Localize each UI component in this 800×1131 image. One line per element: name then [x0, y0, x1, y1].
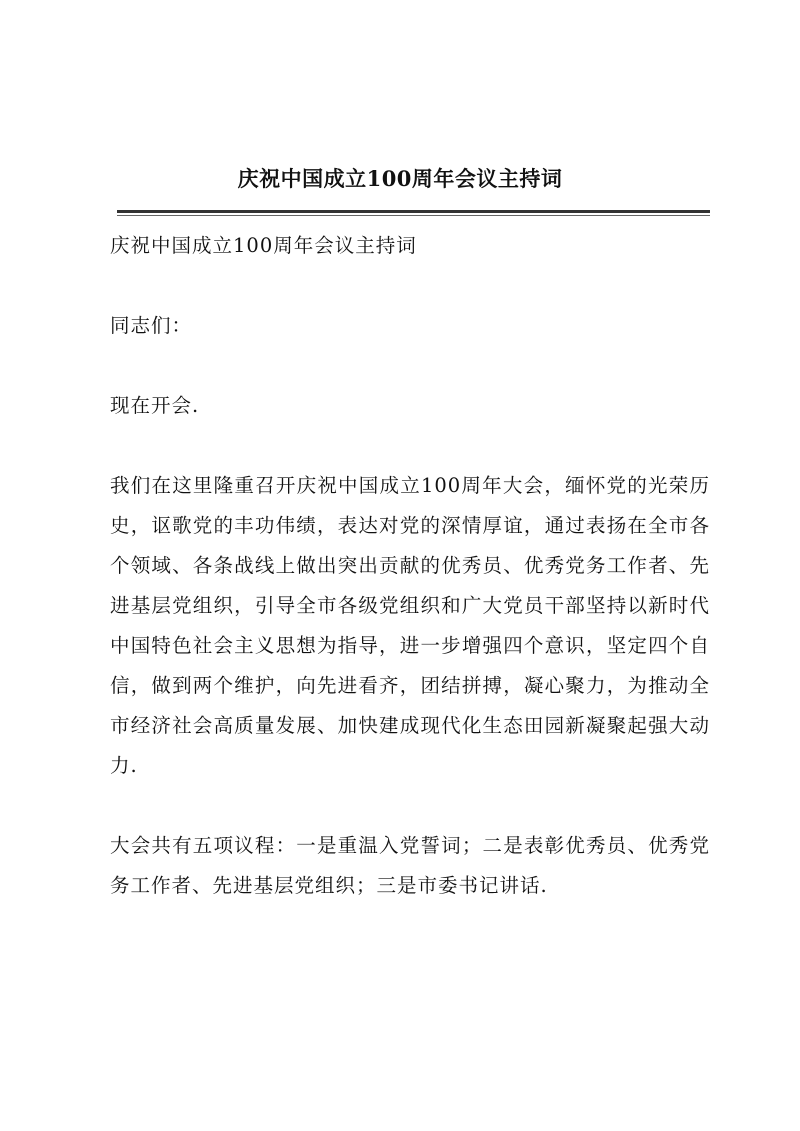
- page-title: 庆祝中国成立100周年会议主持词: [237, 166, 563, 191]
- header-divider: [117, 210, 710, 213]
- document-heading-line: 庆祝中国成立100周年会议主持词: [110, 234, 417, 257]
- opening-statement: 现在开会.: [110, 394, 200, 417]
- main-paragraph: 我们在这里隆重召开庆祝中国成立100周年大会，缅怀党的光荣历史，讴歌党的丰功伟绩，表达对党的深情厚谊，通过表扬在全市各个领域、各条战线上做出突出贡献的优秀员、优秀党务工作者、先进基层党组织，引导全市各级党组织和广大党员干部坚持以新时代中国特色社会主义思想为指导，进一步增强四个意识，坚定四个自信，做到两个维护，向先进看齐，团结拼搏，凝心聚力，为推动全市经济社会高质量发展、加快建成现代化生态田园新凝聚起强大动力.: [110, 474, 710, 777]
- agenda-paragraph: 大会共有五项议程：一是重温入党誓词；二是表彰优秀员、优秀党务工作者、先进基层党组织；三是市委书记讲话.: [110, 834, 710, 897]
- document-body: [110, 226, 710, 906]
- salutation: 同志们：: [110, 314, 193, 337]
